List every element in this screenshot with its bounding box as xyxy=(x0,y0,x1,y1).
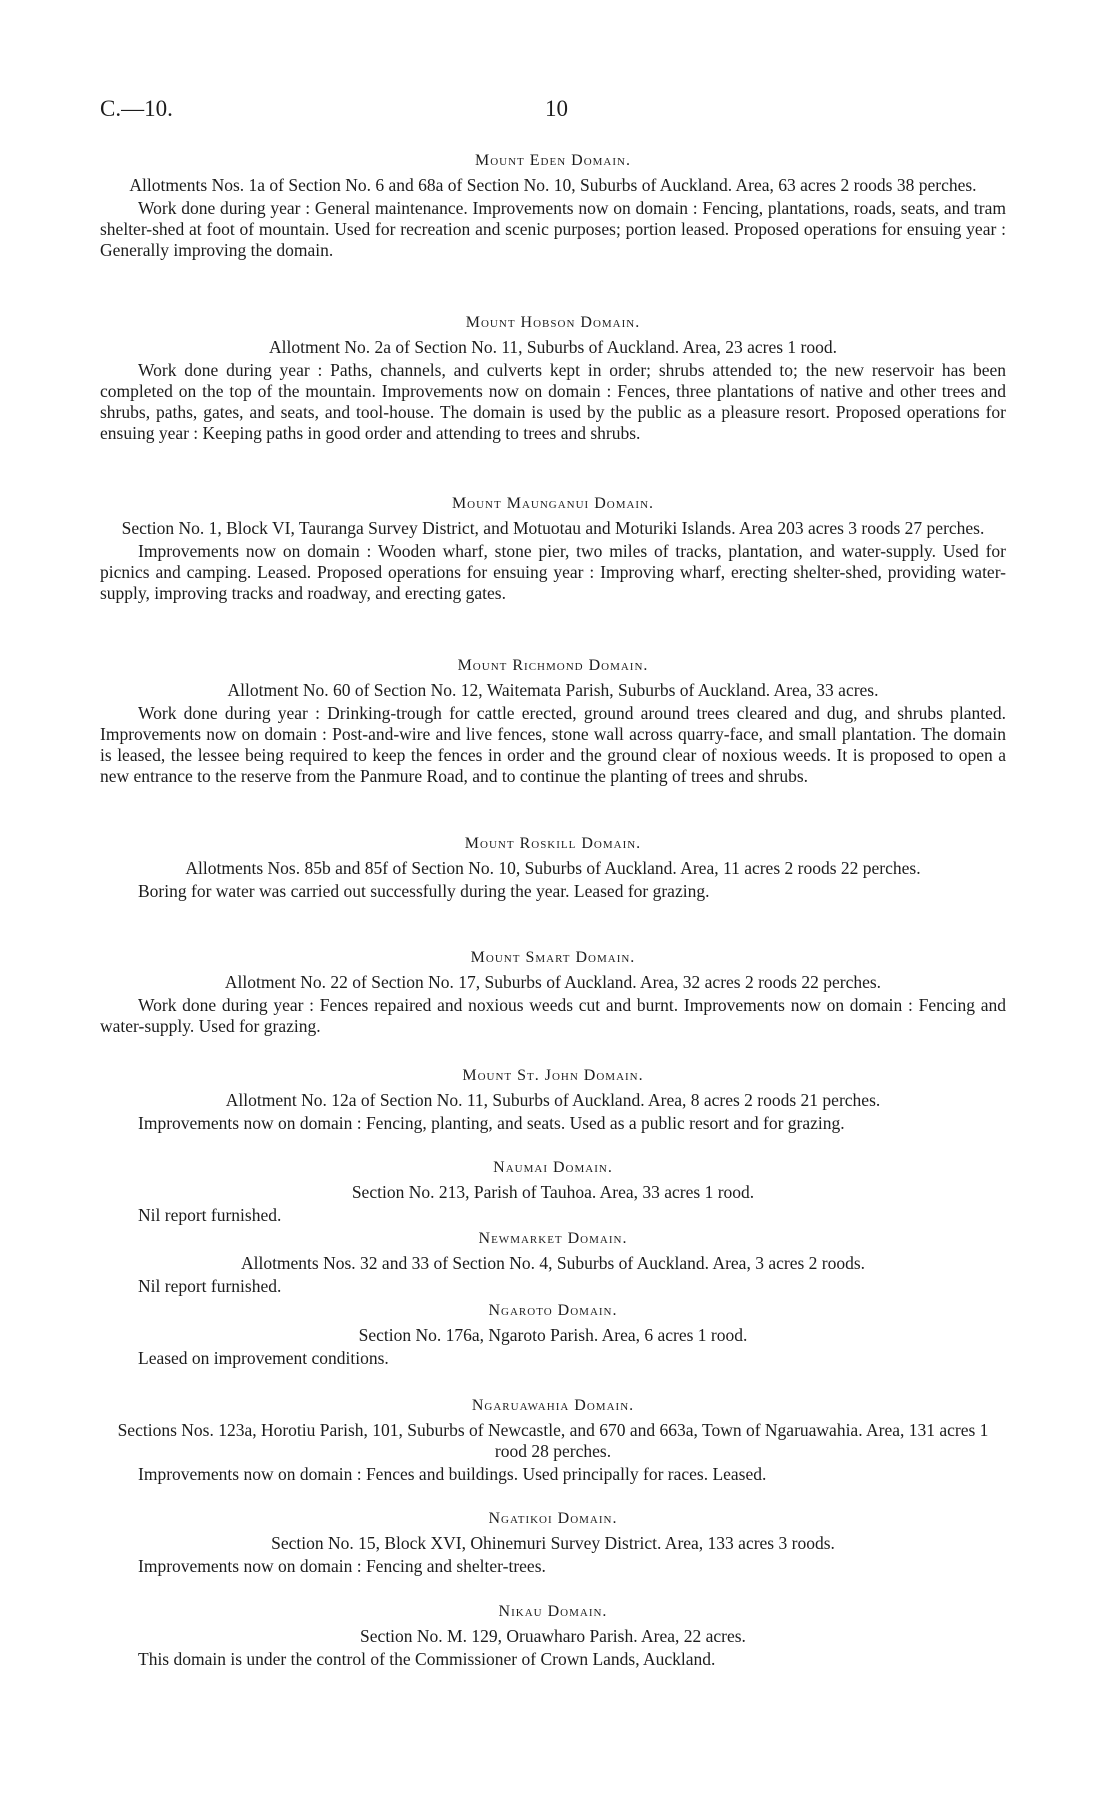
section-mount-richmond xyxy=(100,655,1006,787)
section-description: Allotment No. 22 of Section No. 17, Suburbs of Auckland. Area, 32 acres 2 roods 22 perches. xyxy=(224,972,882,992)
section-description: Section No. M. 129, Oruawharo Parish. Area, 22 acres. xyxy=(360,1626,746,1646)
section-mount-eden xyxy=(100,150,1006,261)
section-mount-smart xyxy=(100,947,1006,1037)
section-body: Improvements now on domain : Fencing and shelter-trees. xyxy=(138,1556,546,1576)
section-description: Allotment No. 12a of Section No. 11, Suburbs of Auckland. Area, 8 acres 2 roods 21 perches. xyxy=(225,1090,881,1110)
section-body: Work done during year : Drinking-trough for cattle erected, ground around trees cleared and dug, and shrubs planted. Improvements now on domain : Post-and-wire and live fences, stone wall across quarry-face, and small plantation. The domain is leased, the lessee being required to keep the fences in order and the ground clear of noxious weeds. It is proposed to open a new entrance to the reserve from the Panmure Road, and to continue the planting of trees and shrubs. xyxy=(100,703,1006,786)
section-title: Nikau Domain. xyxy=(498,1603,608,1620)
section-title: Ngaroto Domain. xyxy=(488,1302,618,1319)
section-body: Nil report furnished. xyxy=(138,1276,282,1296)
section-mount-roskill xyxy=(100,833,1006,902)
section-title: Mount Roskill Domain. xyxy=(464,835,642,852)
section-description: Allotments Nos. 85b and 85f of Section No. 10, Suburbs of Auckland. Area, 11 acres 2 roods 22 perches. xyxy=(185,858,921,878)
section-description: Sections Nos. 123a, Horotiu Parish, 101, Suburbs of Newcastle, and 670 and 663a, Town of Ngaruawahia. Area, 131 acres 1 rood 28 perches. xyxy=(117,1420,989,1461)
section-naumai xyxy=(100,1157,1006,1226)
section-title: Mount St. John Domain. xyxy=(462,1067,644,1084)
section-newmarket xyxy=(100,1228,1006,1297)
section-description: Section No. 1, Block VI, Tauranga Survey District, and Motuotau and Moturiki Islands. Area 203 acres 3 roods 27 perches. xyxy=(121,518,985,538)
section-body: Leased on improvement conditions. xyxy=(138,1348,389,1368)
section-description: Section No. 15, Block XVI, Ohinemuri Survey District. Area, 133 acres 3 roods. xyxy=(271,1533,835,1553)
section-title: Ngatikoi Domain. xyxy=(488,1510,618,1527)
section-description: Allotment No. 2a of Section No. 11, Suburbs of Auckland. Area, 23 acres 1 rood. xyxy=(269,337,837,357)
section-body: Work done during year : Fences repaired and noxious weeds cut and burnt. Improvements now on domain : Fencing and water-supply. Used for grazing. xyxy=(100,995,1006,1036)
page-number: 10 xyxy=(545,96,568,121)
section-mount-st-john xyxy=(100,1065,1006,1134)
section-body: Improvements now on domain : Fencing, planting, and seats. Used as a public resort and for grazing. xyxy=(138,1113,845,1133)
section-title: Mount Richmond Domain. xyxy=(457,657,649,674)
section-mount-hobson xyxy=(100,312,1006,444)
document-reference: C.—10. xyxy=(100,96,173,121)
section-title: Naumai Domain. xyxy=(493,1159,613,1176)
section-title: Mount Hobson Domain. xyxy=(465,314,641,331)
section-body: Improvements now on domain : Fences and buildings. Used principally for races. Leased. xyxy=(138,1464,767,1484)
section-description: Allotment No. 60 of Section No. 12, Waitemata Parish, Suburbs of Auckland. Area, 33 acres. xyxy=(227,680,879,700)
section-description: Section No. 176a, Ngaroto Parish. Area, 6 acres 1 rood. xyxy=(358,1325,748,1345)
section-body: Nil report furnished. xyxy=(138,1205,282,1225)
section-title: Mount Maunganui Domain. xyxy=(451,495,655,512)
section-ngaroto xyxy=(100,1300,1006,1369)
section-description: Section No. 213, Parish of Tauhoa. Area, 33 acres 1 rood. xyxy=(351,1182,755,1202)
section-ngaruawahia xyxy=(100,1395,1006,1485)
section-title: Mount Eden Domain. xyxy=(475,152,631,169)
section-mount-maunganui xyxy=(100,493,1006,604)
section-title: Ngaruawahia Domain. xyxy=(471,1397,635,1414)
section-body: Improvements now on domain : Wooden wharf, stone pier, two miles of tracks, plantation, and water-supply. Used for picnics and camping. Leased. Proposed operations for ensuing year : Improving wharf, erecting shelter-shed, providing water-supply, improving tracks and roadway, and erecting gates. xyxy=(100,541,1006,603)
section-ngatikoi xyxy=(100,1508,1006,1577)
section-nikau xyxy=(100,1601,1006,1670)
section-body: Work done during year : General maintenance. Improvements now on domain : Fencing, plantations, roads, seats, and tram shelter-shed at foot of mountain. Used for recreation and scenic purposes; portion leased. Proposed operations for ensuing year : Generally improving the domain. xyxy=(100,198,1006,260)
section-body: This domain is under the control of the Commissioner of Crown Lands, Auckland. xyxy=(138,1649,716,1669)
section-body: Work done during year : Paths, channels, and culverts kept in order; shrubs attended to; the new reservoir has been completed on the top of the mountain. Improvements now on domain : Fences, three plantations of native and other trees and shrubs, paths, gates, and seats, and tool-house. The domain is used by the public as a pleasure resort. Proposed operations for ensuing year : Keeping paths in good order and attending to trees and shrubs. xyxy=(100,360,1006,443)
section-description: Allotments Nos. 32 and 33 of Section No. 4, Suburbs of Auckland. Area, 3 acres 2 roods. xyxy=(240,1253,866,1273)
section-body: Boring for water was carried out successfully during the year. Leased for grazing. xyxy=(138,881,710,901)
section-description: Allotments Nos. 1a of Section No. 6 and 68a of Section No. 10, Suburbs of Auckland. Area, 63 acres 2 roods 38 perches. xyxy=(129,175,977,195)
section-title: Newmarket Domain. xyxy=(478,1230,628,1247)
section-title: Mount Smart Domain. xyxy=(470,949,636,966)
